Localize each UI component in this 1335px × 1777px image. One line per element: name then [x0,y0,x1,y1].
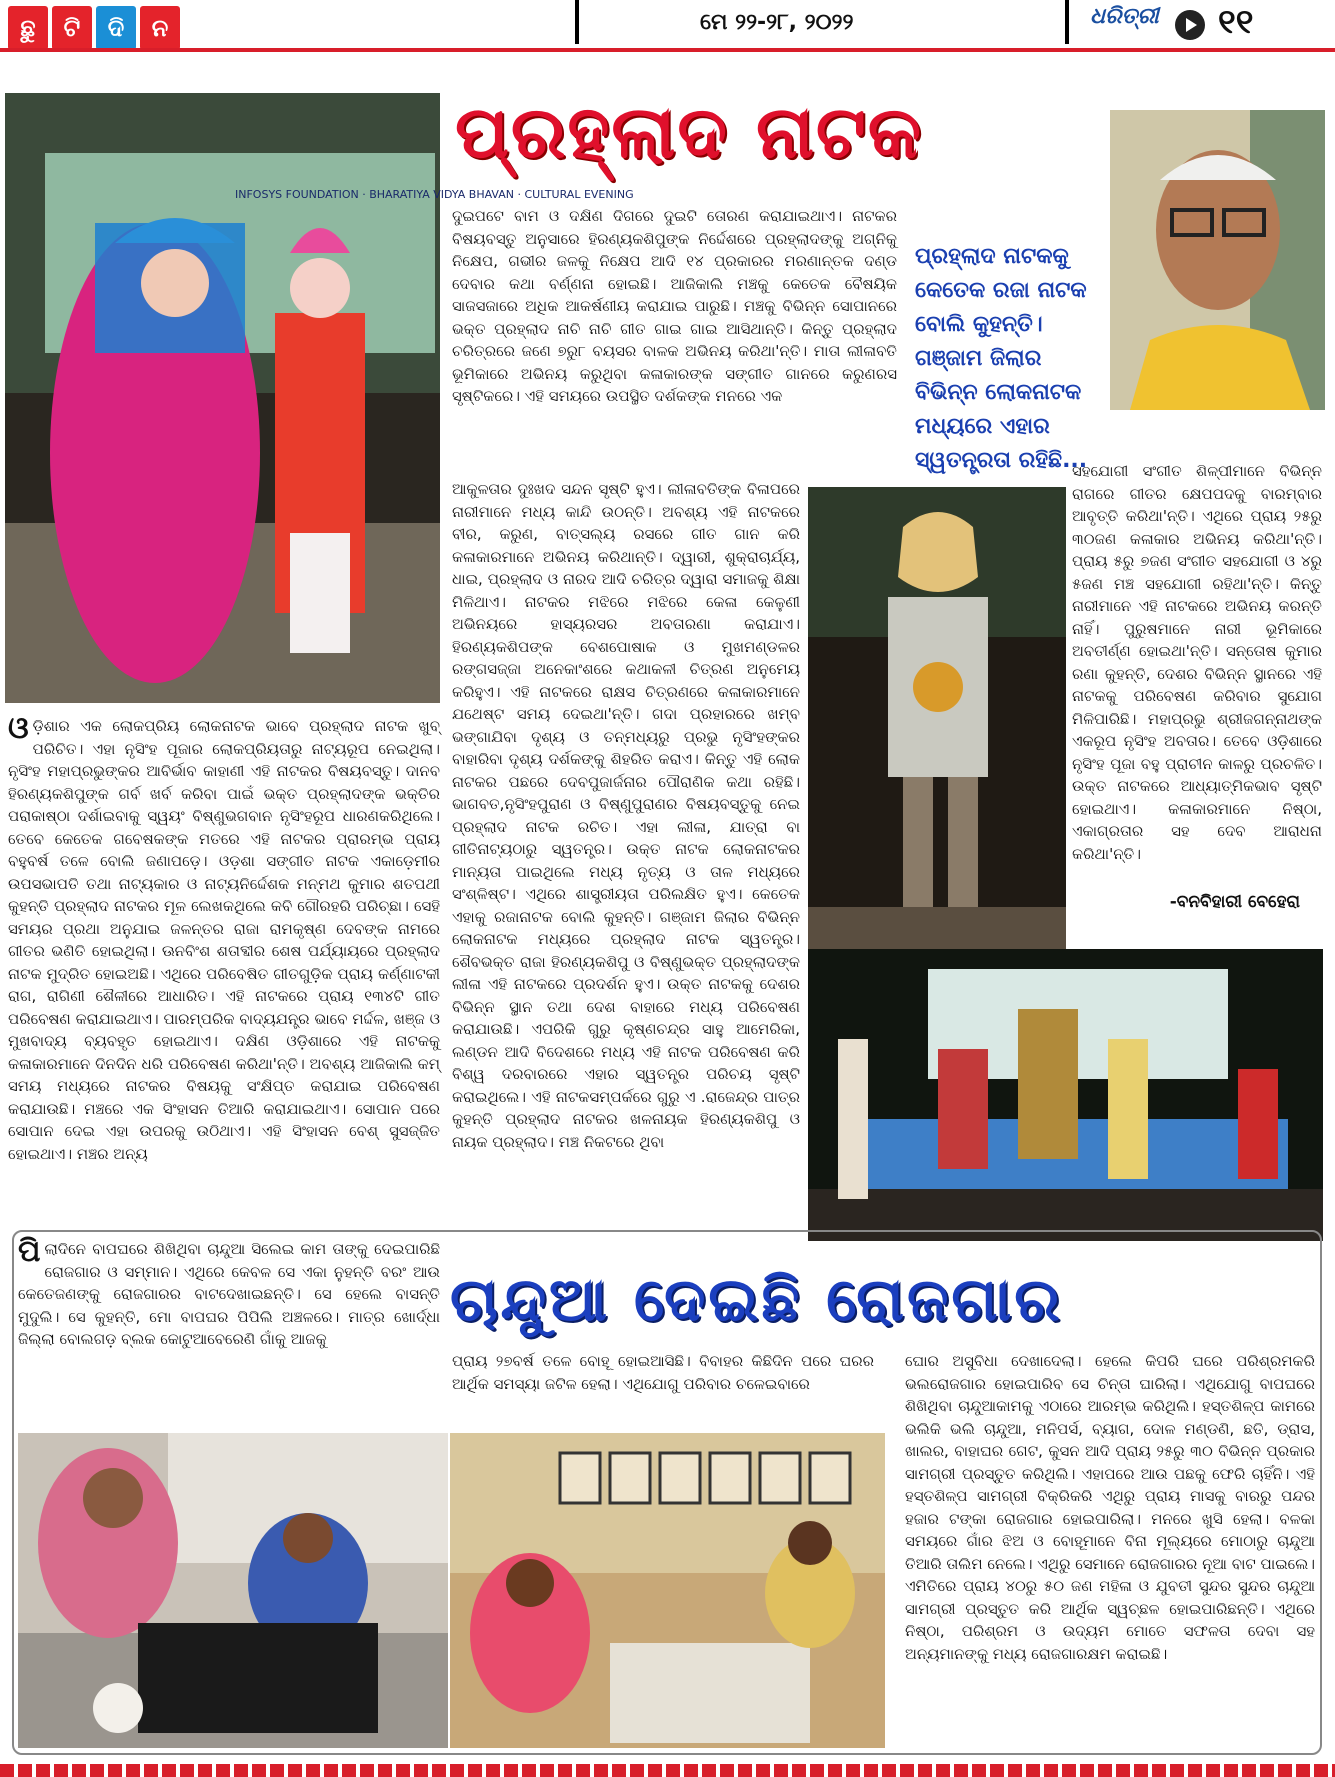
issue-date: ମେ ୨୨-୨୮, ୨୦୨୨ [700,10,854,35]
article1-column-right: ସହଯୋଗୀ ସଂଗୀତ ଶିଳ୍ପୀମାନେ ବିଭିନ୍ନ ରାଗରେ ଗୀତର କ୍ଷେପପଦକୁ ବାରମ୍ବାର ଆବୃତ୍ତି କରିଥା'ନ୍ତି। ଏଥିରେ ପ୍ରାୟ ୨୫ରୁ ୩୦ଜଣ କଳାକାର ଅଭିନୟ କରିଥା'ନ୍ତି। ପ୍ରାୟ ୫ରୁ ୭ଜଣ ସଂଗୀତ ସହଯୋଗୀ ଓ ୪ରୁ ୫ଜଣ ମଞ୍ଚ ସହଯୋଗୀ ରହିଥା'ନ୍ତି। କିନ୍ତୁ ନାରୀମାନେ ଏହି ନାଟକରେ ଅଭିନୟ କରନ୍ତି ନାହିଁ। ପୁରୁଷମାନେ ନାରୀ ଭୂମିକାରେ ଅବତୀର୍ଣ୍ଣ ହୋଇଥା'ନ୍ତି। ସନ୍ତୋଷ କୁମାର ରଣା କୁହନ୍ତି, ଦେଶର ବିଭିନ୍ନ ସ୍ଥାନରେ ଏହି ନାଟକକୁ ପରିବେଷଣ କରିବାର ସୁଯୋଗ ମିଳିପାରିଛି। ମହାପ୍ରଭୁ ଶ୍ରୀଜଗନ୍ନାଥଙ୍କ ଏକରୂପ ନୃସିଂହ ଅବତାର। ତେବେ ଓଡ଼ିଶାରେ ନୃସିଂହ ପୂଜା ବହୁ ପ୍ରାଚୀନ କାଳରୁ ପ୍ରଚଳିତ। ଉକ୍ତ ନାଟକରେ ଆଧ୍ୟାତ୍ମିକଭାବ ସୃଷ୍ଟି ହୋଇଥାଏ। କଳାକାରମାନେ ନିଷ୍ଠା, ଏକାଗ୍ରତାର ସହ ଦେବ ଆରାଧନା କରିଥା'ନ୍ତି। [1072,462,1322,863]
page-number: ୧୧ [1218,2,1254,42]
footer-strip [0,1764,1335,1777]
header-divider [1065,0,1069,44]
section-letter: ନ [140,6,180,50]
byline: -ବନବିହାରୀ ବେହେରା [1169,892,1300,912]
brand-logo: ଧରିତ୍ରୀ [1090,4,1159,29]
event-banner-text: INFOSYS FOUNDATION · BHARATIYA VIDYA BHAVAN · CULTURAL EVENING [235,188,634,201]
photo-women-painting [18,1433,448,1748]
article2-column-left: ପିଲାଦିନେ ବାପଘରେ ଶିଖିଥିବା ଚାନ୍ଦୁଆ ସିଲେଇ କାମ ତାଙ୍କୁ ଦେଇପାରିଛି ରୋଜଗାର ଓ ସମ୍ମାନ। ଏଥିରେ କେବଳ ସେ ଏକା ନୁହନ୍ତି ବରଂ ଆଉ କେତେଜଣଙ୍କୁ ରୋଜଗାରର ବାଟଦେଖାଇଛନ୍ତି। ସେ ହେଲେ ବାସନ୍ତି ମୁଦୁଲି। ସେ କୁହନ୍ତି, ମୋ ବାପଘର ପିପିଲି ଅଞ୍ଚଳରେ। ମାତ୍ର ଖୋର୍ଦ୍ଧା ଜିଲ୍ଲା ବୋଲଗଡ଼ ବ୍ଲକ କୋଟୁଆବେରେଣି ଗାଁକୁ ଆଜକୁ [18,1234,440,1348]
section-logo [0,0,205,55]
photo-prahlad-lilavati [5,93,634,703]
photo-author-portrait [1110,110,1325,410]
header-rule [0,48,1335,52]
article1-column-middle-bottom: ଆକୁଳତାର ଦୁଃଖଦ ସନ୍ଦନ ସୃଷ୍ଟି ହୁଏ। ଲୀଳାବତିଙ୍କ ବିଳାପରେ ନାରୀମାନେ ମଧ୍ୟ କାନ୍ଦି ଉଠନ୍ତି। ଅବଶ୍ୟ ଏହି ନାଟକରେ ବୀର, କରୁଣ, ବାତ୍ସଲ୍ୟ ରସରେ ଗୀତ ଗାନ କରି କଳାକାରମାନେ ଅଭିନୟ କରିଥାନ୍ତି। ଦ୍ୱାରୀ, ଶୁକ୍ରାଚାର୍ଯ୍ୟ, ଧାଇ, ପ୍ରହ୍ଲାଦ ଓ ନାରଦ ଆଦି ଚରିତ୍ର ଦ୍ୱାରା ସମାଜକୁ ଶିକ୍ଷା ମିଳିଥାଏ। ନାଟକର ମଝିରେ ମଝିରେ କେଳା କେଳୁଣୀ ଅଭିନୟରେ ହାସ୍ୟରସର ଅବତାରଣା କରାଯାଏ। ହିରଣ୍ୟକଶିପଙ୍କ ବେଶପୋଷାକ ଓ ମୁଖମଣ୍ଡଳର ରଙ୍ଗସଜ୍ଜା ଅନେକାଂଶରେ କଥାକଳୀ ଚିତ୍ରଣ ଅନୁମେୟ କରିହୁଏ। ଏହି ନାଟକରେ ରାକ୍ଷସ ଚିତ୍ରଣରେ କଳାକାରମାନେ ଯଥେଷ୍ଟ ସମୟ ଦେଇଥା'ନ୍ତି। ଗଦା ପ୍ରହାରରେ ଖମ୍ବ ଭଙ୍ଗାଯିବା ଦୃଶ୍ୟ ଓ ତନ୍ମଧ୍ୟରୁ ପ୍ରଭୁ ନୃସିଂହଙ୍କର ବାହାରିବା ଦୃଶ୍ୟ ଦର୍ଶକଙ୍କୁ ଶିହରିତ କରାଏ। କିନ୍ତୁ ଏହି ଲୋକ ନାଟକର ପଛରେ ଦେବପୁଜାର୍ଜନାର ପୌରାଣିକ କଥା ରହିଛି। ଭାଗବତ,ନୃସିଂହପୁରାଣ ଓ ବିଷ୍ଣୁପୁରାଣର ବିଷୟବସ୍ତୁକୁ ନେଇ ପ୍ରହ୍ଲାଦ ନାଟକ ରଚିତ। ଏହା ଲୀଳା, ଯାତ୍ରା ବା ଗୀତିନାଟ୍ୟଠାରୁ ସ୍ୱତନ୍ତ୍ର। ଉକ୍ତ ନାଟକ ଲୋକନାଟକର ମାନ୍ୟତା ପାଇଥିଲେ ମଧ୍ୟ ନୃତ୍ୟ ଓ ତାଳ ମଧ୍ୟରେ ସଂଶ୍ଳିଷ୍ଟ। ଏଥିରେ ଶାସ୍ତ୍ରୀୟତା ପରିଲକ୍ଷିତ ହୁଏ। କେତେକ ଏହାକୁ ରଜାନାଟକ ବୋଲି କୁହନ୍ତି। ଗଞ୍ଜାମ ଜିଲାର ବିଭିନ୍ନ ଲୋକନାଟକ ମଧ୍ୟରେ ପ୍ରହ୍ଲାଦ ନାଟକ ସ୍ୱତନ୍ତ୍ର। ଶୈବଭକ୍ତ ରାଜା ହିରଣ୍ୟକଶିପୁ ଓ ବିଷ୍ଣୁଭକ୍ତ ପ୍ରହ୍ଲାଦଙ୍କ ଲୀଳା ଏହି ନାଟକରେ ପ୍ରଦର୍ଶନ ହୁଏ। ଉକ୍ତ ନାଟକକୁ ଦେଶର ବିଭିନ୍ନ ସ୍ଥାନ ତଥା ଦେଶ ବାହାରେ ମଧ୍ୟ ପରିବେଷଣ କରାଯାଉଛି। ଏପରିକି ଗୁରୁ କୃଷ୍ଣଚନ୍ଦ୍ର ସାହୁ ଆମେରିକା, ଲଣ୍ଡନ ଆଦି ବିଦେଶରେ ମଧ୍ୟ ଏହି ନାଟକ ପରିବେଷଣ କରି ବିଶ୍ୱ ଦରବାରରେ ଏହାର ସ୍ୱତନ୍ତ୍ର ପରିଚୟ ସୃଷ୍ଟି କରାଇଥିଲେ। ଏହି ନାଟକସମ୍ପର୍କରେ ଗୁରୁ ଏ .ରାଜେନ୍ଦ୍ର ପାତ୍ର କୁହନ୍ତି ପ୍ରହ୍ଲାଦ ନାଟକର ଖଳନାୟକ ହିରଣ୍ୟକଶିପୁ ଓ ନାୟକ ପ୍ରହ୍ଲାଦ। ମଞ୍ଚ ନିକଟରେ ଥିବା [452,480,800,1151]
headline: ପ୍ରହ୍ଲାଦ ନାଟକ [455,90,923,174]
photo-narasimha [808,487,1066,949]
section-letter: ଛୁ [8,6,48,50]
article1-column-middle-top: ଦୁଇପଟେ ବାମ ଓ ଦକ୍ଷିଣ ଦିଗରେ ଦୁଇଟି ତୋରଣ କରାଯାଇଥାଏ। ନାଟକର ବିଷୟବସ୍ତୁ ଅନୁସାରେ ହିରଣ୍ୟକଶିପୁଙ୍କ ନିର୍ଦ୍ଦେଶରେ ପ୍ରହ୍ଲାଦଙ୍କୁ ଅଗ୍ନିକୁ ନିକ୍ଷେପ, ଗଭୀର ଜଳକୁ ନିକ୍ଷେପ ଆଦି ୧୪ ପ୍ରକାରର ମରଣାନ୍ତକ ଦଣ୍ଡ ଦେବାର କଥା ବର୍ଣ୍ଣନା ହୋଇଛି। ଆଜିକାଲି ମଞ୍ଚକୁ କେତେକ ବୈଷୟିକ ସାଜସଜାରେ ଅଧିକ ଆକର୍ଷଣୀୟ କରାଯାଇ ପାରୁଛି। ମଞ୍ଚକୁ ବିଭିନ୍ନ ସୋପାନରେ ଭକ୍ତ ପ୍ରହ୍ଲାଦ ନାଚି ନାଚି ଗୀତ ଗାଇ ଗାଇ ଆସିଥାନ୍ତି। କିନ୍ତୁ ପ୍ରହ୍ଲାଦ ଚରିତ୍ରରେ ଜଣେ ୭ରୁ୮ ବୟସର ବାଳକ ଅଭିନୟ କରିଥା'ନ୍ତି। ମାତା ଲୀଳାବତି ଭୂମିକାରେ ଅଭିନୟ କରୁଥିବା କଳାକାରଙ୍କ ସଙ୍ଗୀତ ଗାନରେ କରୁଣରସ ସୃଷ୍ଟିକରେ। ଏହି ସମୟରେ ଉପସ୍ଥିତ ଦର୍ଶକଙ୍କ ମନରେ ଏକ [452,207,897,405]
photo-chandua-artisans [450,1433,885,1748]
section-letter: ଦି [96,6,136,50]
header-divider [575,0,579,44]
pull-quote: ପ୍ରହ୍ଲାଦ ନାଟକକୁ କେତେକ ରଜା ନାଟକ ବୋଲି କୁହନ୍ତି। ଗଞ୍ଜାମ ଜିଲାର ବିଭିନ୍ନ ଲୋକନାଟକ ମଧ୍ୟରେ ଏହାର ସ୍ୱତନ୍ତ୍ରତା ରହିଛି... [915,244,1088,473]
play-icon [1175,10,1205,40]
article2-headline: ଚାନ୍ଦୁଆ ଦେଇଛି ରୋଜଗାର [450,1265,1063,1335]
article2-column-right: ଘୋର ଅସୁବିଧା ଦେଖାଦେଲା। ହେଲେ କିପରି ଘରେ ପରିଶ୍ରମକରି ଭଲରୋଜଗାର ହୋଇପାରିବ ସେ ଚିନ୍ତା ଘାରିଲା। ଏଥିଯୋଗୁ ବାପଘରେ ଶିଖିଥିବା ଚାନ୍ଦୁଆକାମକୁ ଏଠାରେ ଆରମ୍ଭ କରିଥିଲି। ହସ୍ତଶିଳ୍ପ କାମରେ ଭଲିକି ଭଲି ଚାନ୍ଦୁଆ, ମନିପର୍ସ, ବ୍ୟାଗ, ଦୋଳ ମଣ୍ଡଣି, ଛତି, ଡ୍ରାସ, ଖାଲର, ବାହାଘର ଗେଟ, କୁସନ ଆଦି ପ୍ରାୟ ୨୫ରୁ ୩୦ ବିଭିନ୍ନ ପ୍ରକାର ସାମଗ୍ରୀ ପ୍ରସ୍ତୁତ କରିଥିଲି। ଏହାପରେ ଆଉ ପଛକୁ ଫେରି ଚାହିଁନି। ଏହି ହସ୍ତଶିଳ୍ପ ସାମଗ୍ରୀ ବିକ୍ରିକରି ଏଥିରୁ ପ୍ରାୟ ମାସକୁ ବାରରୁ ପନ୍ଦର ହଜାର ଟଙ୍କା ରୋଜଗାର ହୋଇପାରିଲା। ମନରେ ଖୁସି ହେଲା। ବଳକା ସମୟରେ ଗାଁର ଝିଅ ଓ ବୋହୂମାନେ ବିନା ମୂଲ୍ୟରେ ମୋଠାରୁ ଚାନ୍ଦୁଆ ତିଆରି ତାଲିମ ନେଲେ। ଏଥିରୁ ସେମାନେ ରୋଜଗାରର ନୂଆ ବାଟ ପାଇଲେ। ଏମିତିରେ ପ୍ରାୟ ୪୦ରୁ ୫୦ ଜଣ ମହିଳା ଓ ଯୁବତୀ ସୁନ୍ଦର ସୁନ୍ଦର ଚାନ୍ଦୁଆ ସାମଗ୍ରୀ ପ୍ରସ୍ତୁତ କରି ଆର୍ଥିକ ସ୍ୱଚ୍ଛଳ ହୋଇପାରିଛନ୍ତି। ଏଥିରେ ନିଷ୍ଠା, ପରିଶ୍ରମ ଓ ଉଦ୍ୟମ ମୋତେ ସଫଳତା ଦେବା ସହ ଅନ୍ୟମାନଙ୍କୁ ମଧ୍ୟ ରୋଜଗାରକ୍ଷମ କରାଇଛି। [905,1352,1315,1663]
section-letter: ଟି [52,6,92,50]
photo-stage-performance [808,949,1323,1241]
article2-column-middle: ପ୍ରାୟ ୨୭ବର୍ଷ ତଳେ ବୋହୂ ହୋଇଆସିଛି। ବିବାହର କିଛିଦିନ ପରେ ଘରର ଆର୍ଥିକ ସମସ୍ୟା ଜଟିଳ ହେଲା। ଏଥିଯୋଗୁ ପରିବାର ଚଳେଇବାରେ [452,1352,874,1393]
article1-column-left: ଓଡ଼ିଶାର ଏକ ଲୋକପ୍ରିୟ ଲୋକନାଟକ ଭାବେ ପ୍ରହ୍ଲାଦ ନାଟକ ଖୁବ୍ ପରିଚିତ। ଏହା ନୃସିଂହ ପୂଜାର ଲୋକପ୍ରିୟତାରୁ ନାଟ୍ୟରୂପ ନେଇଥିଲା। ନୃସିଂହ ମହାପ୍ରଭୁଙ୍କର ଆବିର୍ଭାବ କାହାଣୀ ଏହି ନାଟକର ବିଷୟବସ୍ତୁ। ଦାନବ ହିରଣ୍ୟକଶିପୁଙ୍କ ଗର୍ବ ଖର୍ବ କରିବା ପାଇଁ ଭକ୍ତ ପ୍ରହ୍ଲାଦଙ୍କ ଭକ୍ତିର ପରାକାଷ୍ଠା ଦର୍ଶାଇବାକୁ ସ୍ୱୟଂ ବିଷ୍ଣୁଭଗବାନ ନୃସିଂହରୂପ ଧାରଣକରିଥିଲେ। ତେବେ କେତେକ ଗବେଷକଙ୍କ ମତରେ ଏହି ନାଟକର ପ୍ରାରମ୍ଭ ପ୍ରାୟ ବହୁବର୍ଷ ତଳେ ବୋଲି ଜଣାପଡ଼େ। ଓଡ଼ଶା ସଙ୍ଗୀତ ନାଟକ ଏକାଡ଼େମୀର ଉପସଭାପତି ତଥା ନାଟ୍ୟକାର ଓ ନାଟ୍ୟନିର୍ଦ୍ଦେଶକ ମନ୍ମଥ କୁମାର ଶତପଥୀ କୁହନ୍ତି ପ୍ରହ୍ଲାଦ ନାଟକର ମୂଳ ଲେଖକଥିଲେ କବି ଗୌରହରି ପରିଚ୍ଛା। ସେହି ସମୟର ପ୍ରଥା ଅନୁଯାଇ ଜଳନ୍ତର ରାଜା ରାମକୃଷ୍ଣ ଦେବଙ୍କ ନାମରେ ଗୀତର ଭଣିତି ହୋଇଥିଲା। ଊନବିଂଶ ଶତାବ୍ଦୀର ଶେଷ ପର୍ଯ୍ୟାୟରେ ପ୍ରହ୍ଲାଦ ନାଟକ ମୁଦ୍ରିତ ହୋଇଅଛି। ଏଥିରେ ପରିବେଷିତ ଗୀତଗୁଡ଼ିକ ପ୍ରାୟ କର୍ଣ୍ଣାଟକୀ ରାଗ, ରାଗିଣୀ ଶୈଳୀରେ ଆଧାରିତ। ଏହି ନାଟକରେ ପ୍ରାୟ ୧୩୪ଟି ଗୀତ ପରିବେଷଣ କରାଯାଇଥାଏ। ପାରମ୍ପରିକ ବାଦ୍ୟଯନ୍ତ୍ର ଭାବେ ମର୍ଦ୍ଦଳ, ଖଞ୍ଜ ଓ ମୁଖବାଦ୍ୟ ବ୍ୟବହୃତ ହୋଇଥାଏ। ଦକ୍ଷିଣ ଓଡ଼ିଶାରେ ଏହି ନାଟକକୁ କଳାକାରମାନେ ଦିନଦିନ ଧରି ପରିବେଷଣ କରିଥା'ନ୍ତି। ଅବଶ୍ୟ ଆଜିକାଲି କମ୍ ସମୟ ମଧ୍ୟରେ ନାଟକର ବିଷୟକୁ ସଂକ୍ଷିପ୍ତ କରାଯାଇ ପରିବେଷଣ କରାଯାଉଛି। ମଞ୍ଚରେ ଏକ ସିଂହାସନ ତିଆରି କରାଯାଇଥାଏ। ସୋପାନ ପରେ ସୋପାନ ଦେଇ ଏହା ଉପରକୁ ଉଠିଥାଏ। ଏହି ସିଂହାସନ ବେଶ୍ ସୁସଜ୍ଜିତ ହୋଇଥାଏ। ମଞ୍ଚର ଅନ୍ୟ [8,711,440,1163]
